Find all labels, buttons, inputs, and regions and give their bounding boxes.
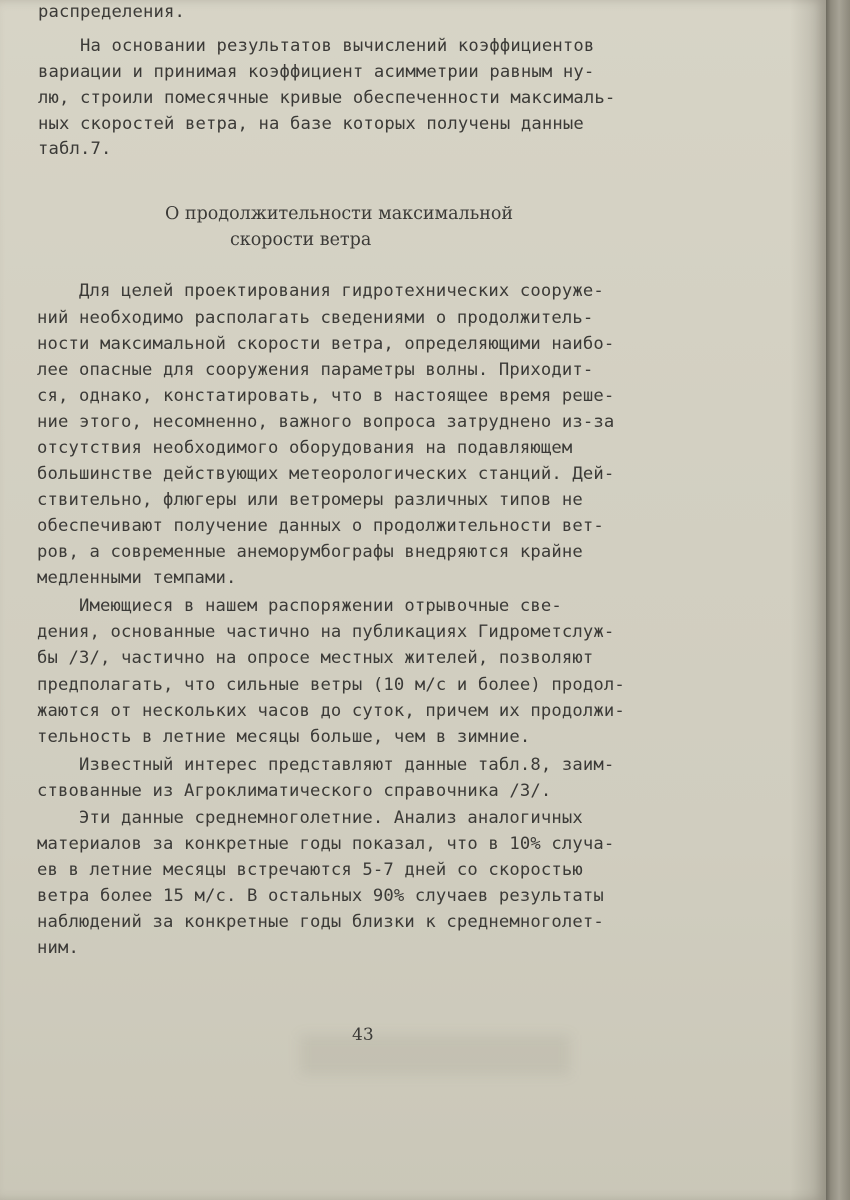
text-line: лю, строили помесячные кривые обеспеченности максималь- <box>38 88 616 108</box>
text-line: ся, однако, констатировать, что в настоящее время реше- <box>37 386 615 406</box>
text-line: ствительно, флюгеры или ветромеры различных типов не <box>37 490 583 510</box>
text-line: бы /3/, частично на опросе местных жителей, позволяют <box>37 648 594 668</box>
text-line: ев в летние месяцы встречаются 5-7 дней со скоростью <box>37 860 583 880</box>
text-line: обеспечивают получение данных о продолжительности вет- <box>37 516 604 536</box>
text-line: ний необходимо располагать сведениями о продолжитель- <box>37 308 594 328</box>
section-title-line-2: скорости ветра <box>230 230 372 250</box>
text-line: Эти данные среднемноголетние. Анализ аналогичных <box>37 808 583 828</box>
book-spine-edge <box>826 0 850 1200</box>
text-line: большинстве действующих метеорологических станций. Дей- <box>37 464 615 484</box>
text-line: ных скоростей ветра, на базе которых получены данные <box>38 114 584 134</box>
text-line: ние этого, несомненно, важного вопроса затруднено из-за <box>37 412 615 432</box>
text-line: ров, а современные анеморумбографы внедряются крайне <box>37 542 583 562</box>
text-line: медленными темпами. <box>37 568 237 588</box>
page-number: 43 <box>352 1025 374 1045</box>
text-line: наблюдений за конкретные годы близки к среднемноголет- <box>37 912 604 932</box>
text-line: ствованные из Агроклиматического справочника /3/. <box>37 781 552 801</box>
bleed-through-shadow <box>300 1035 570 1075</box>
text-line: Известный интерес представляют данные табл.8, заим- <box>37 755 615 775</box>
text-line: дения, основанные частично на публикациях Гидрометслуж- <box>37 622 615 642</box>
text-line: Для целей проектирования гидротехнических сооруже- <box>37 281 604 301</box>
page-fold-shadow <box>790 0 826 1200</box>
section-title-line-1: О продолжительности максимальной <box>165 204 514 224</box>
text-line: жаются от нескольких часов до суток, причем их продолжи- <box>37 701 625 721</box>
text-line: ним. <box>37 938 79 958</box>
text-line: табл.7. <box>38 139 112 159</box>
text-line: материалов за конкретные годы показал, что в 10% случа- <box>37 834 615 854</box>
text-line: Имеющиеся в нашем распоряжении отрывочные све- <box>37 596 562 616</box>
text-line: На основании результатов вычислений коэффициентов <box>38 36 595 56</box>
text-line: лее опасные для сооружения параметры волны. Приходит- <box>37 360 594 380</box>
text-line: отсутствия необходимого оборудования на подавляющем <box>37 438 573 458</box>
text-line: вариации и принимая коэффициент асимметрии равным ну- <box>38 62 595 82</box>
text-line: тельность в летние месяцы больше, чем в зимние. <box>37 727 531 747</box>
text-line: распределения. <box>38 2 185 22</box>
text-line: ветра более 15 м/с. В остальных 90% случаев результаты <box>37 886 604 906</box>
text-line: предполагать, что сильные ветры (10 м/с и более) продол- <box>37 675 625 695</box>
text-line: ности максимальной скорости ветра, определяющими наибо- <box>37 334 615 354</box>
